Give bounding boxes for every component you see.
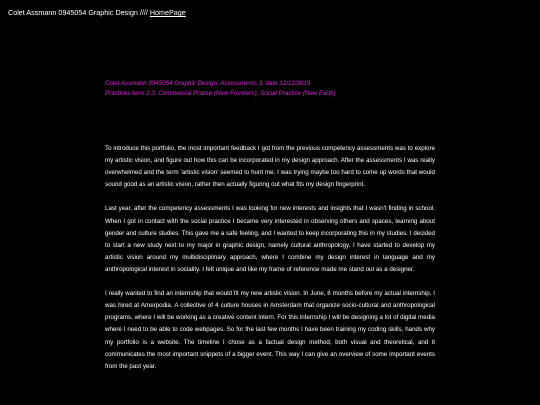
assessment-subtitle: [105, 79, 445, 99]
header-title: Colet Assmann 0945054 Graphic Design ////: [8, 8, 150, 17]
paragraph-1: To introduce this portfolio, the most important feedback I got from the previous competency assessments was to explore my artistic vision, and figure out how this can be incorporated in my design approach. After the assessments I was really overwhelmed and the term 'artistic vision' seemed to hunt me. I was trying maybe too hard to come up words that would sound good as an artistic vision, rather then actually figuring out what fits my design fingerprint.: [105, 145, 435, 189]
page-header: [8, 8, 186, 17]
homepage-link[interactable]: HomePage: [149, 8, 186, 17]
paragraph-2: Last year, after the competency assessments I was looking for new interests and insights that I wasn't finding in school. When I got in contact with the social practice I became very interested in observing others and spaces, learning about gender and culture studies. This gave me a safe feeling, and I wanted to keep incorporating this in my studies. I decided to start a new study next to my major in graphic design, namely cultural anthropology. I have started to develop my artistic vision around my multidisciplinary approach, where I combine my design interest in language and my anthropological interest in sociality. I felt unique and like my frame of reference made me stand out as a designer.: [105, 205, 435, 273]
intro-text: [105, 143, 435, 385]
paragraph-3: I really wanted to find an internship that would fit my new artistic vision. In June, 8 months before my actual internship, I was hired at Amerpodia. A collective of 4 culture houses in Amsterdam that organize socio-cultural and anthropological programs, where I will be working as a creative content intern. For this internship I will be designing a lot of digital media where I need to be able to code webpages. So for the last few months I have been training my coding skills, hands why my portfolio is a website. The timeline I chose as a factual design method, both visual and theoretical, and it communicates the most important snippets of a bigger event. This way I can give an overview of some important events from the past year.: [105, 290, 435, 370]
subtitle-line-1: Colet Assmann 0945054 Graphic Design, Assessments 3, date 12/12/2019.: [105, 80, 312, 87]
subtitle-line-2: Practices term 2.3: Commercial Pratice (New Frontiers), Social Practice (New Earth): [105, 90, 336, 98]
